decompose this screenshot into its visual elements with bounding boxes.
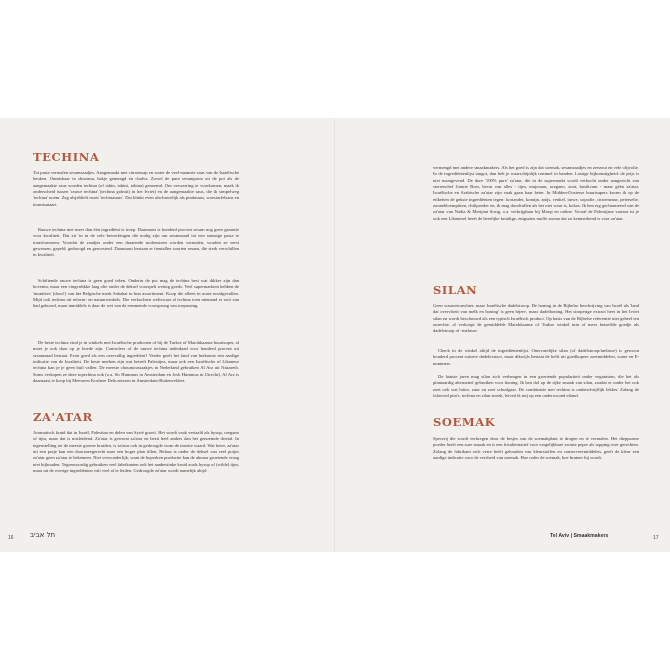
left-page-number: 16 xyxy=(8,535,14,541)
zaatar-paragraph-1: Aromatisch kruid dat in Israël, Palestina en delen van Syrië groeit. Het wordt vaak vertaald als hysop, oregano of tijm, maar dat is misleidend. Za'atar is gewoon za'atar en bezit heel anders dan het genoemde drietal. In tegenstelling tot de meeste groene kruiden, is za'atar ook in gedroogde vorm de moeite waard. Wat beter, za'atar uit een potje kan een doorsneegerecht naar een hoger plan tillen. Helaas is onder de deksel van veel potjes za'atar geen za'atar te bekennen. Niet verwonderlijk, want de boperken productie kan de almaar groeiende vraag niet bijhouden. Tegenwoordig gebruiken veel fabrikanten ook het aanbestinke kruid zoals hysop of (wilde) tijm, maar uit de overige ingrediënten valt veel af te leiden. Gedroogde za'atar wordt namelijk altijd xyxy=(33,430,239,474)
right-running-head: Tel Aviv | Smaakmakers xyxy=(550,533,609,539)
heading-zaatar: ZA'ATAR xyxy=(33,410,93,424)
techina-paragraph-2: Rauwe techina met meer dan één ingrediënt is troep. Daarnaast is honderd procent sesam nog geen garantie voor kwaliteit. Dat zit 'm in de vele bewerkingen die nodig zijn om sesamzaad tot een smeuïge pasta te transformeren. Voordat de zaadjes onder een draaiende molensteen worden vermalen, worden ze eerst gewassen, gepeld, gedroogd en geroosterd. Daarnaast bestaan er tientallen soorten sesam, die sterk verschillen in kwaliteit. xyxy=(33,227,239,258)
silan-paragraph-3: De laatste jaren mag silan zich verheugen in een groeiende populariteit onder veganisten, die het als plantaardig alternatief gebruiken voor honing. Ik ben dol op de rijke smaak van silan, zoadat er onder het ook zoet ook wat bitter, zuur en zoet schuilgaat. De combinatie met techina is ombeschrijflijk lekker. Zalang de falavoed pita's, techina en silan streek, leived ik mij op een onderwoond eiland. xyxy=(433,374,639,399)
techina-paragraph-1: Tot pasta vermalen sesamzaadjes. Aangemaakt met citroensap en water de veel-naamste saus van de Israëlische keuken. Onmisbaar in shoarma, bakje gemengd en chalva. Zowel de pure sesampasta uit de pot als de aangemaakte saus worden techina (of tahin, tahini, tahina) genoemd. Om verwarring te voorkomen, maak ik onderscheid tussen 'rauwe techina' (techina golmit) in het Ivriet) en de aangemaakte saus, die ik simpelweg 'techina' noem. Zeg alsjeblieft nooit 'techinasaus'. Dat klinkt even afschuwelijk als pindasaus, woestarfelsaus en tiramisutaart. xyxy=(33,170,239,207)
heading-soemak: SOEMAK xyxy=(433,415,496,429)
heading-silan: SILAN xyxy=(433,283,478,297)
techina-paragraph-4: De beste techina vind je in winkels met Israëlische producten of bij de Turkse of Marokkaanse buurtsuper, al moet je ook daar op je hoede zijn. Controleer of de rauwe techina inderdaad voor honderd procent uit sesamzaad bestaat. Even goed als een overvallig ingrediënt? Verder geeft het land van herkomst een aardige indicatie van de kwaliteit. De beste merken zijn wat betreft Palestijns, maar ook een Israëlische of Libanese techina kan je je geen buil vallen. De meeste choumoussaakjes in Nederland gebruiken Al Arz uit Nazareth. Soms verkopen ze deze topechina ook (o.a. Sir Hummus in Amsterdam en Josh Hummus in Utrecht). Al Arz is daarnaast te koop bij Meeuwes Koshere Delicatessen in Amsterdam-Buitenveldert. xyxy=(33,340,239,384)
techina-paragraph-3: Schiftende rauwe techina is geen goed teken. Onderin de pot mag de techina best wat dikker zijn dan bovenin, maar een vingerdikke laag olie onder de deksel voorspelt weinig goeds. Veel supermarkten hebben de 'muntfees' (doos!) van het Belgische merk Sahahat in hun assortiment. Koop die alleen in acute noodgevallen. Mijd ook techina uit reform- en natuurwinkels. Die verkochten weliswaar al techina toen niemand er ooit van had gehoord, maar inmiddels is daar de wet van de remmende voorsprong van toepassing. xyxy=(33,278,239,309)
silan-paragraph-1: Geen wauwetouwhter, maar Israëlische dadelstroop. De honing in de Bijbelse beschrijving van Israël als 'land dat overvloeit van melk en honing' is geen bijen-, maar dadelhoning. Het stroperige extract heet in het Ivriet silan en wordt beschouwd als een typisch Israëlisch product. Op basis van de Bijbelse referentie niet geheel ten onrechte, al verkoopt de gemiddelde Marokkaanse of Turkse winkel min of meer hetzelfde goedje als dadelstroop of -melasse. xyxy=(433,303,639,334)
zaatar-continued-paragraph: vermengd met andere smaakmakers. Als het goed is zijn dat soemak, sesamzaadjes en zeezout en vele olijvolie. In de ingrediëntenlijst tangot, dan heb je waarschijnlijk rommel in handen. Lastige bijkomstigheid: de prijs is niet maatgevend. De dure '100% pure' za'atar, die in de supermarkt wordt verkocht onder aangezicht van sterrenchef Jonnie Boer, bevat van alles - tijm, majoraan, oregano, zout, basilicum - maar géén za'atar. Israëlische en Arabische za'atar zijn vaak gaan haar beter. In Midden-Oosterse buurtsupers kwam ik op de etiketten de gekste ingrediënten tegen: koriander, komijn, anijs, venkel, tarwe, sojaolie, citroenzuur, peterselie, zonnebloempitten, chilipoeder en, ik mag doodvallen als het niet waar is, kokos. Ik ben erg gecharmeerd van de za'atar van Nadia & Merijani Sosig, o.a. verkrijgbaar bij Marqt en online. Vooral de Palestijnse variant ist je ook een Libanesel heeft de heerlijke kruidige, enigszins muffe aroma dat zo kenmerkend is voor za'atar. xyxy=(433,165,639,221)
book-gutter xyxy=(334,118,336,552)
heading-techina: TECHINA xyxy=(33,150,100,164)
right-page-number: 17 xyxy=(653,535,659,541)
silan-paragraph-2: Check in de winkel altijd de ingrediëntenlijst. Onervarelijke silan (of dadelstroop/melasse) is gewoon honderd procent suivere dadelextract, maar dikwijls bestaat de helft uit goedkopere zoetmiddelen, water en E-nummers. xyxy=(433,348,639,366)
soemak-paragraph-1: Specerij die wordt verkregen door de besjes van de soemakplant te drogen en te vermalen. Het dieppaarse poeder heeft een zure smaak en is een frisalternatief voor vergelijkbare zwarte peper als topping over gerechten. Zolang de fabrikant zich verre heeft gehouden van kleurstoffen en conserveermiddelen, geeft de kleur een aardige indicatie voor de versheid van soemak. Hoe roder de soemak, hoe bruiner hij wordt. xyxy=(433,436,639,461)
left-hebrew-title: תל אביב xyxy=(30,531,56,539)
book-spread xyxy=(0,118,670,552)
